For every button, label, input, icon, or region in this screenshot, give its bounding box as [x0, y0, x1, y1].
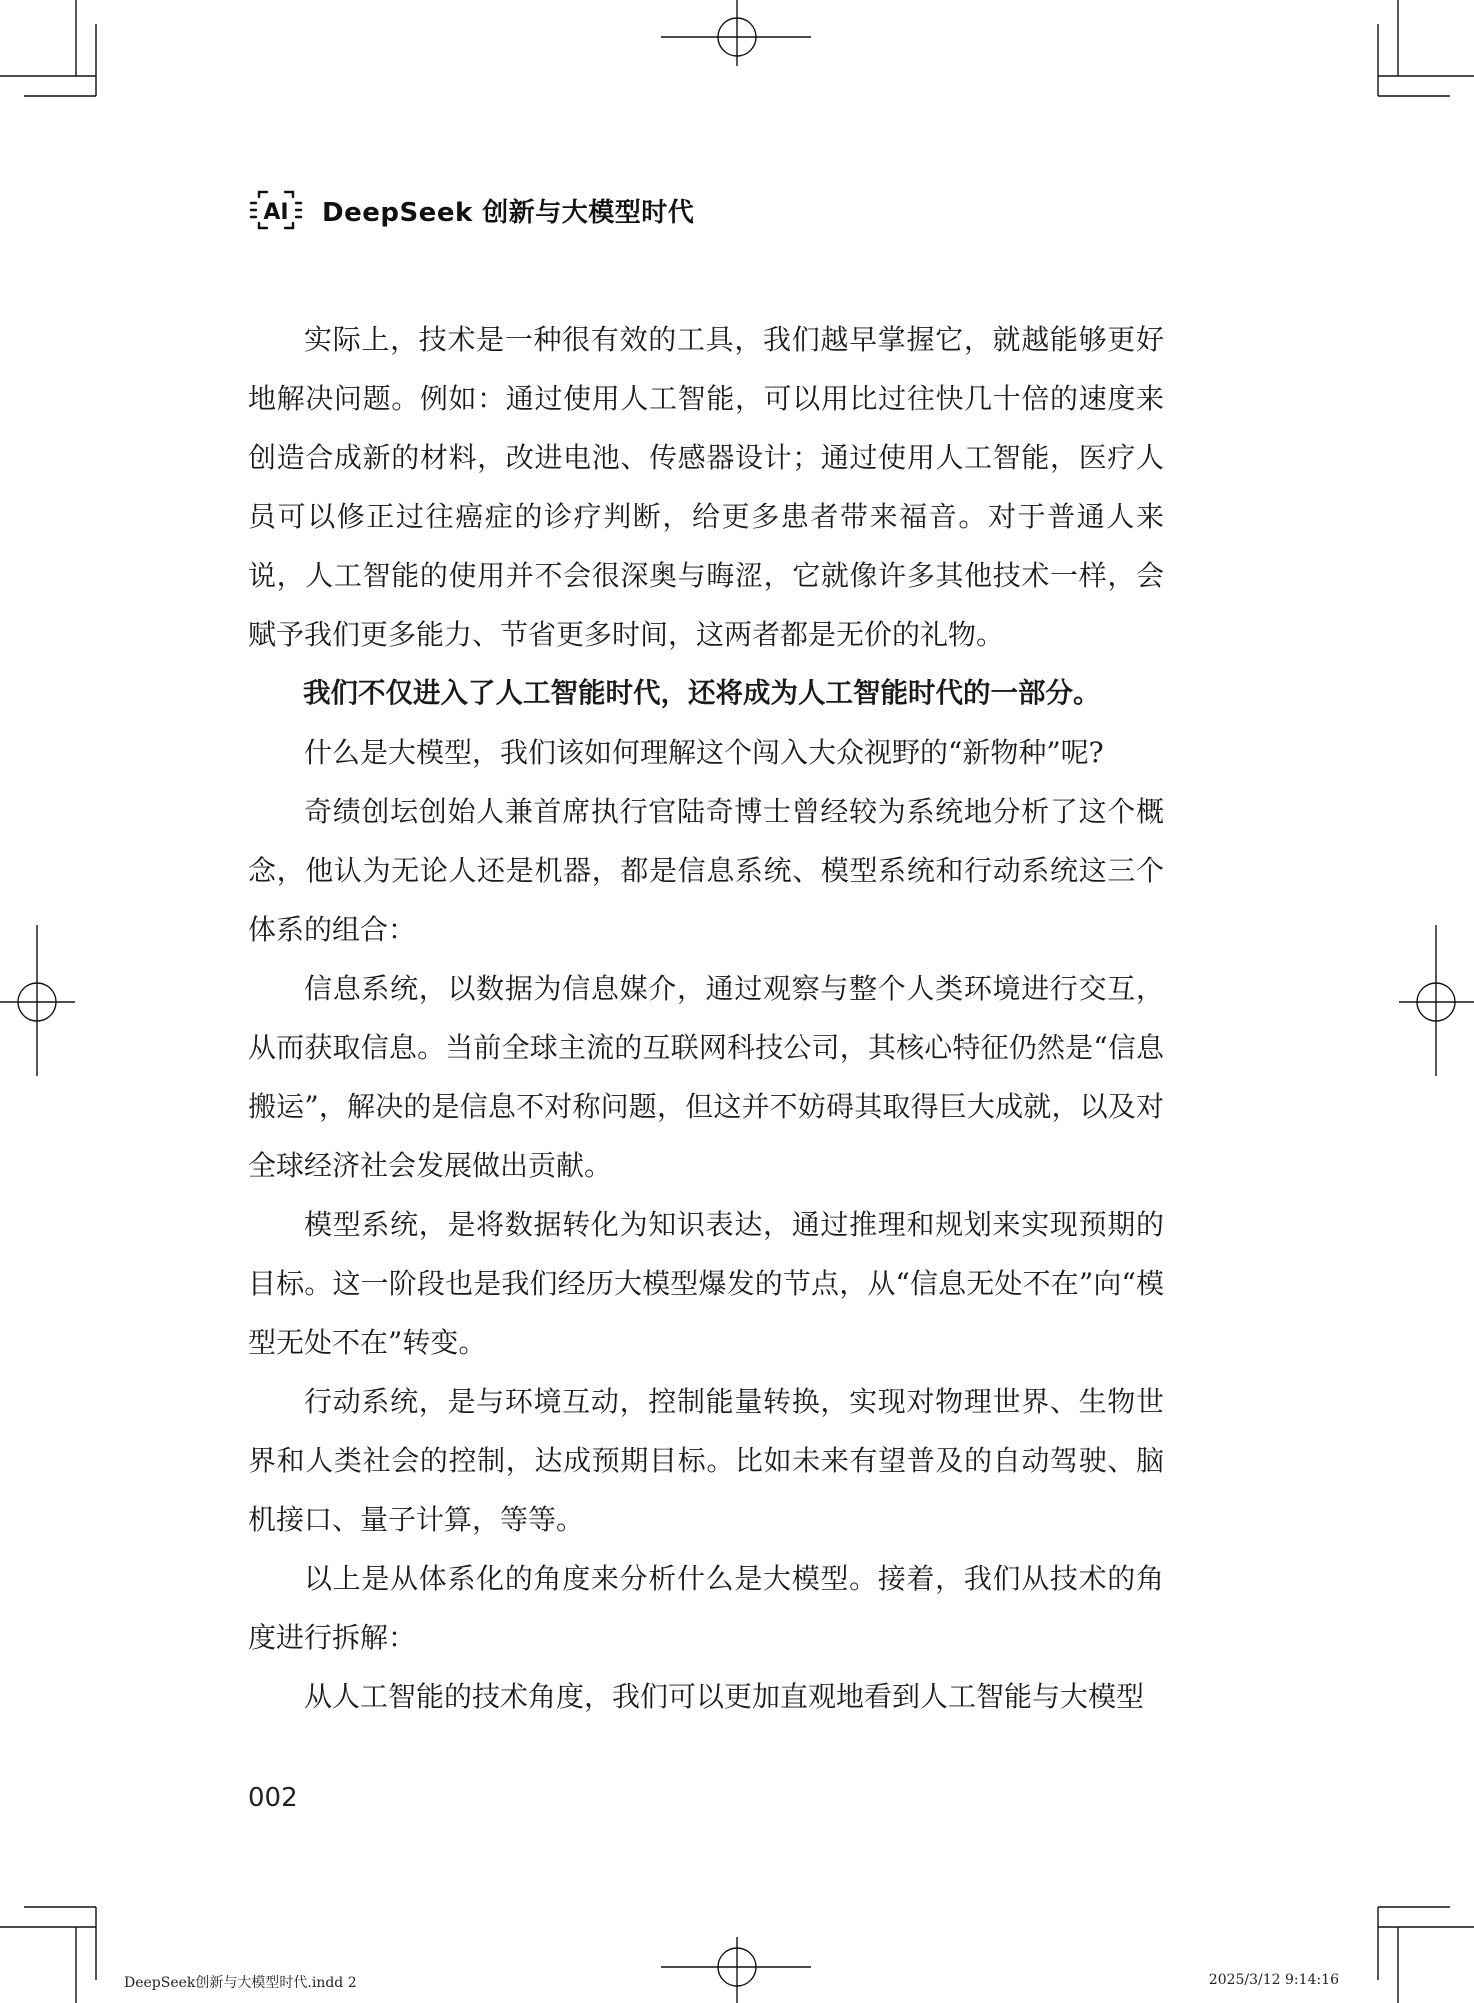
paragraph: 以上是从体系化的角度来分析什么是大模型。接着，我们从技术的角度进行拆解： [248, 1562, 1164, 1654]
paragraph: 信息系统，以数据为信息媒介，通过观察与整个人类环境进行交互，从而获取信息。当前全球主流的互联网科技公司，其核心特征仍然是“信息搬运”，解决的是信息不对称问题，但这并不妨碍其取得巨大成就，以及对全球经济社会发展做出贡献。 [248, 972, 1164, 1182]
paragraph: 奇绩创坛创始人兼首席执行官陆奇博士曾经较为系统地分析了这个概念，他认为无论人还是机器，都是信息系统、模型系统和行动系统这三个体系的组合： [248, 795, 1164, 946]
ai-logo-text: AI [263, 200, 289, 225]
page-number: 002 [248, 1783, 298, 1813]
paragraph: 什么是大模型，我们该如何理解这个闯入大众视野的“新物种”呢? [304, 736, 1104, 769]
slug-filename: DeepSeek创新与大模型时代.indd 2 [124, 1975, 357, 1991]
bold-statement: 我们不仅进入了人工智能时代，还将成为人工智能时代的一部分。 [303, 677, 1101, 709]
header-title: DeepSeek 创新与大模型时代 [322, 197, 695, 228]
paragraph: 模型系统，是将数据转化为知识表达，通过推理和规划来实现预期的目标。这一阶段也是我们经历大模型爆发的节点，从“信息无处不在”向“模型无处不在”转变。 [248, 1208, 1164, 1359]
ai-chip-icon [248, 186, 304, 234]
paragraph: 从人工智能的技术角度，我们可以更加直观地看到人工智能与大模型 [304, 1680, 1145, 1713]
slug-timestamp: 2025/3/12 9:14:16 [1208, 1972, 1339, 1988]
paragraph: 行动系统，是与环境互动，控制能量转换，实现对物理世界、生物世界和人类社会的控制，达成预期目标。比如未来有望普及的自动驾驶、脑机接口、量子计算，等等。 [248, 1385, 1164, 1536]
paragraph: 实际上，技术是一种很有效的工具，我们越早掌握它，就越能够更好地解决问题。例如：通过使用人工智能，可以用比过往快几十倍的速度来创造合成新的材料，改进电池、传感器设计；通过使用人工智能，医疗人员可以修正过往癌症的诊疗判断，给更多患者带来福音。对于普通人来说，人工智能的使用并不会很深奥与晦涩，它就像许多其他技术一样，会赋予我们更多能力、节省更多时间，这两者都是无价的礼物。 [248, 323, 1164, 651]
running-header [248, 186, 694, 234]
body-text [248, 310, 1164, 1726]
